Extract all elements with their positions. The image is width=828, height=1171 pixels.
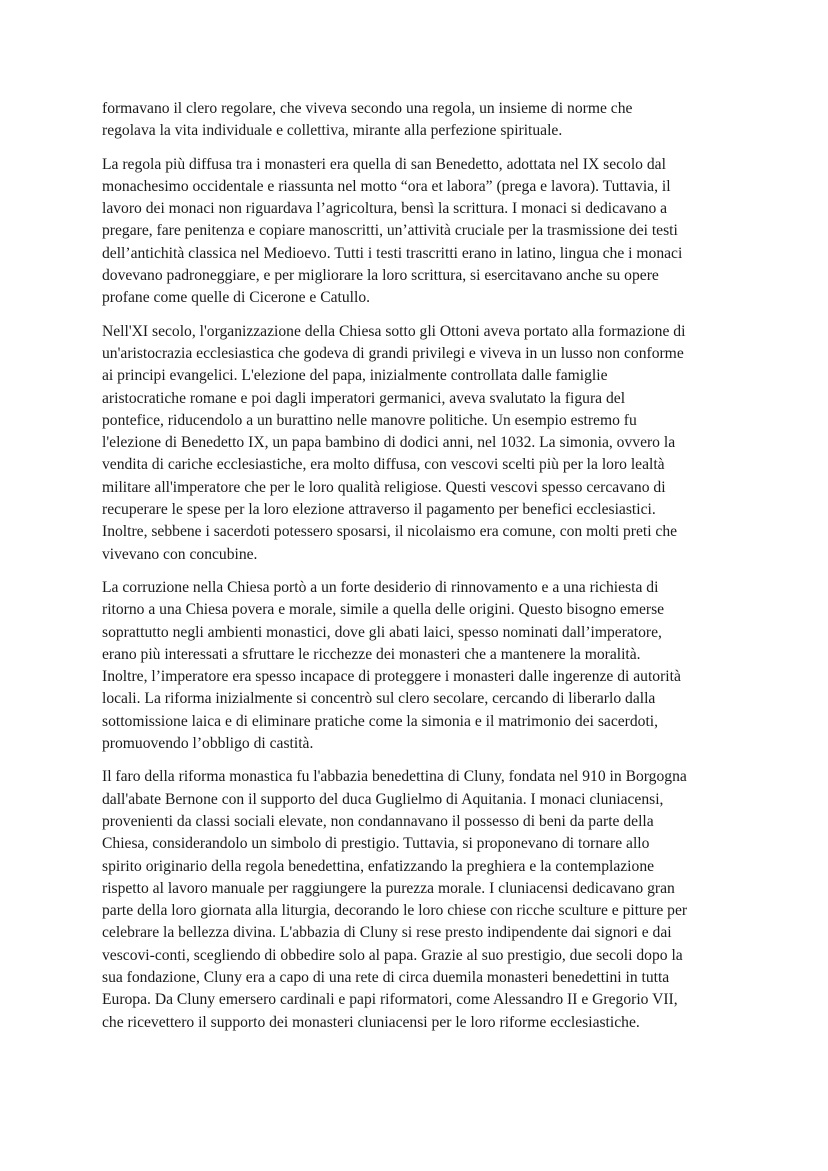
paragraph-chiesa-xi-secolo: Nell'XI secolo, l'organizzazione della Chiesa sotto gli Ottoni aveva portato alla formazione di un'aristocrazia ecclesiastica che godeva di grandi privilegi e viveva in un lusso non conforme ai principi evangelici. L'elezione del papa, inizialmente controllata dalle famiglie aristocratiche romane e poi dagli imperatori germanici, aveva svalutato la figura del pontefice, riducendolo a un burattino nelle manovre politiche. Un esempio estremo fu l'elezione di Benedetto IX, un papa bambino di dodici anni, nel 1032. La simonia, ovvero la vendita di cariche ecclesiastiche, era molto diffusa, con vescovi scelti più per la loro lealtà militare all'imperatore che per le loro qualità religiose. Questi vescovi spesso cercavano di recuperare le spese per la loro elezione attraverso il pagamento per benefici ecclesiastici. Inoltre, sebbene i sacerdoti potessero sposarsi, il nicolaismo era comune, con molti preti che vivevano con concubine.: [102, 322, 686, 563]
paragraph-regola-benedetto: La regola più diffusa tra i monasteri era quella di san Benedetto, adottata nel IX secolo dal monachesimo occidentale e riassunta nel motto “ora et labora” (prega e lavora). Tuttavia, il lavoro dei monaci non riguardava l’agricoltura, bensì la scrittura. I monaci si dedicavano a pregare, fare penitenza e copiare manoscritti, un’attività cruciale per la trasmissione dei testi dell’antichità classica nel Medioevo. Tutti i testi trascritti erano in latino, lingua che i monaci dovevano padroneggiare, e per migliorare la loro scrittura, si esercitavano anche su opere profane come quelle di Cicerone e Catullo.: [102, 155, 683, 307]
paragraph-corruzione-riforma: La corruzione nella Chiesa portò a un forte desiderio di rinnovamento e a una richiesta di ritorno a una Chiesa povera e morale, simile a quella delle origini. Questo bisogno emerse soprattutto negli ambienti monastici, dove gli abati laici, spesso nominati dall’imperatore, erano più interessati a sfruttare le ricchezze dei monasteri che a mantenere la moralità. Inoltre, l’imperatore era spesso incapace di proteggere i monasteri dalle ingerenze di autorità locali. La riforma inizialmente si concentrò sul clero secolare, cercando di liberarlo dalla sottomissione laica e di eliminare pratiche come la simonia e il matrimonio dei sacerdoti, promuovendo l’obbligo di castità.: [102, 578, 681, 753]
paragraph-cluny: Il faro della riforma monastica fu l'abbazia benedettina di Cluny, fondata nel 910 in Borgogna dall'abate Bernone con il supporto del duca Guglielmo di Aquitania. I monaci cluniacensi, provenienti da classi sociali elevate, non condannavano il possesso di beni da parte della Chiesa, considerandolo un simbolo di prestigio. Tuttavia, si proponevano di tornare allo spirito originario della regola benedettina, enfatizzando la preghiera e la contemplazione rispetto al lavoro manuale per raggiungere la purezza morale. I cluniacensi dedicavano gran parte della loro giornata alla liturgia, decorando le loro chiese con ricche sculture e pitture per celebrare la bellezza divina. L'abbazia di Cluny si rese presto indipendente dai signori e dai vescovi-conti, scegliendo di obbedire solo al papa. Grazie al suo prestigio, due secoli dopo la sua fondazione, Cluny era a capo di una rete di circa duemila monasteri benedettini in tutta Europa. Da Cluny emersero cardinali e papi riformatori, come Alessandro II e Gregorio VII, che ricevettero il supporto dei monasteri cluniacensi per le loro riforme ecclesiastiche.: [102, 768, 688, 1031]
paragraph-clero-regolare: formavano il clero regolare, che viveva secondo una regola, un insieme di norme che regolava la vita individuale e collettiva, mirante alla perfezione spirituale.: [102, 100, 633, 140]
document-body: [102, 98, 740, 1045]
